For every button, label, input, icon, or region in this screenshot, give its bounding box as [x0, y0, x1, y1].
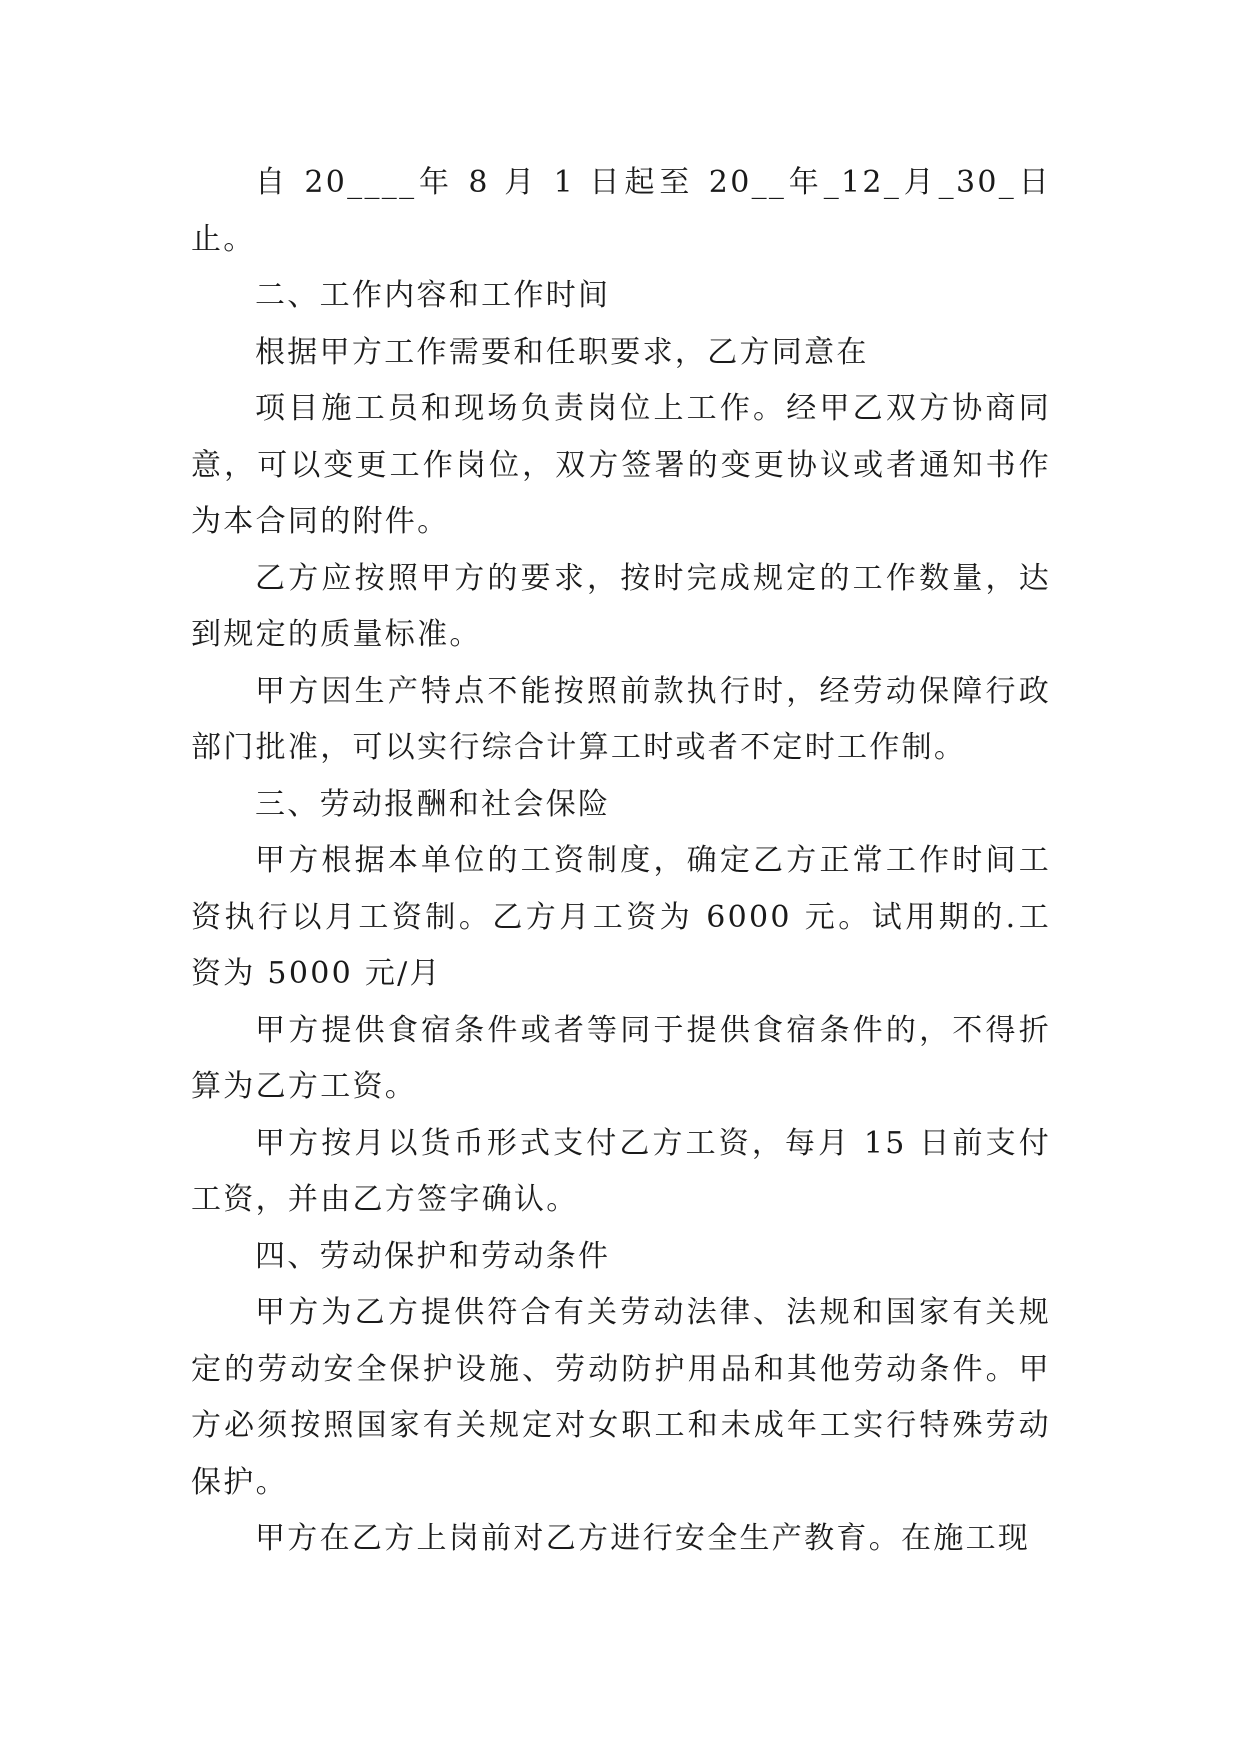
- paragraph: 根据甲方工作需要和任职要求，乙方同意在: [255, 334, 869, 370]
- section-heading-labor-protection: 四、劳动保护和劳动条件: [255, 1238, 611, 1274]
- contract-term-paragraph: 自 20____年 8 月 1 日起至 20__年_12_月_30_日止。: [191, 165, 1051, 257]
- paragraph: 甲方根据本单位的工资制度，确定乙方正常工作时间工资执行以月工资制。乙方月工资为 6000 元。试用期的.工资为 5000 元/月: [191, 843, 1051, 991]
- paragraph: 甲方提供食宿条件或者等同于提供食宿条件的，不得折算为乙方工资。: [191, 1012, 1051, 1104]
- paragraph: 项目施工员和现场负责岗位上工作。经甲乙双方协商同意，可以变更工作岗位，双方签署的变更协议或者通知书作为本合同的附件。: [191, 391, 1051, 539]
- document-body: [191, 155, 1051, 1568]
- paragraph: 甲方为乙方提供符合有关劳动法律、法规和国家有关规定的劳动安全保护设施、劳动防护用品和其他劳动条件。甲方必须按照国家有关规定对女职工和未成年工实行特殊劳动保护。: [191, 1295, 1051, 1500]
- section-heading-remuneration: 三、劳动报酬和社会保险: [255, 786, 611, 822]
- paragraph: 甲方按月以货币形式支付乙方工资，每月 15 日前支付工资，并由乙方签字确认。: [191, 1125, 1051, 1217]
- paragraph: 乙方应按照甲方的要求，按时完成规定的工作数量，达到规定的质量标准。: [191, 560, 1051, 652]
- paragraph: 甲方因生产特点不能按照前款执行时，经劳动保障行政部门批准，可以实行综合计算工时或者不定时工作制。: [191, 673, 1051, 765]
- section-heading-work-content: 二、工作内容和工作时间: [255, 278, 611, 313]
- paragraph: 甲方在乙方上岗前对乙方进行安全生产教育。在施工现: [255, 1521, 1031, 1556]
